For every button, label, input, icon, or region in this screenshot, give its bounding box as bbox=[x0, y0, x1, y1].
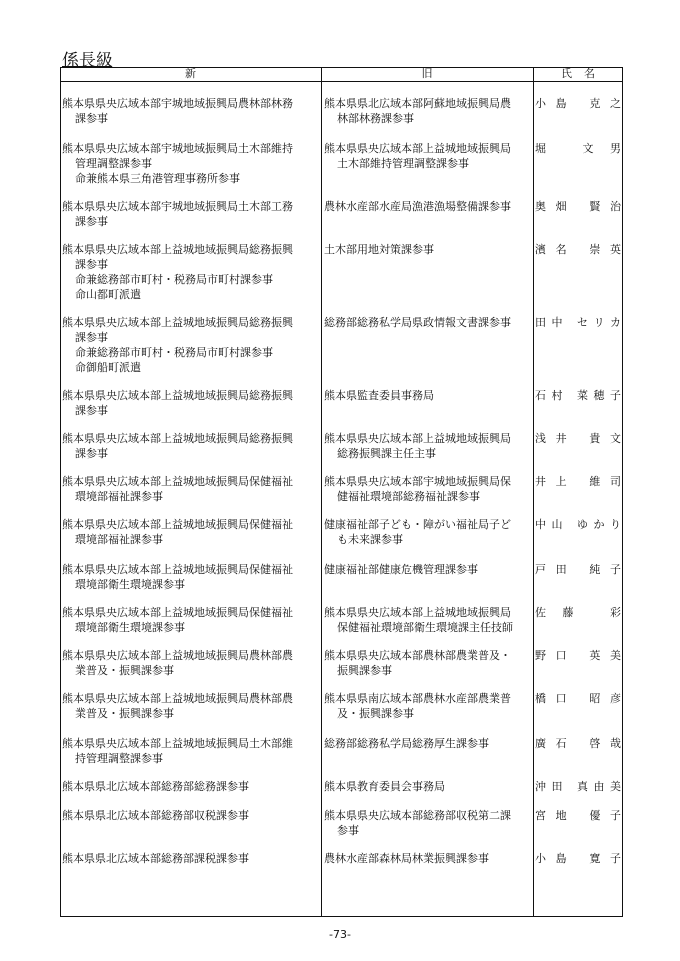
new-position-cell bbox=[62, 648, 319, 678]
new-position-cell-line: 課参事 bbox=[75, 331, 108, 344]
new-position-cell bbox=[62, 779, 319, 794]
new-position-cell-line: 熊本県県央広域本部上益城地域振興局総務振興 bbox=[62, 243, 293, 256]
person-name-cell: 石村 菜穂子 bbox=[535, 389, 621, 402]
new-position-cell-line: 熊本県県央広域本部上益城地域振興局総務振興 bbox=[62, 316, 293, 329]
new-position-cell-line: 命兼総務部市町村・税務局市町村課参事 bbox=[75, 346, 273, 359]
new-position-cell-line: 熊本県県央広域本部上益城地域振興局総務振興 bbox=[62, 389, 293, 402]
new-position-cell-line: 環境部福祉課参事 bbox=[75, 490, 163, 503]
old-position-cell-line: 熊本県県央広域本部上益城地域振興局 bbox=[324, 142, 511, 155]
person-name-cell: 奥畑 賢治 bbox=[535, 200, 621, 213]
new-position-cell bbox=[62, 388, 319, 418]
old-position-cell bbox=[324, 199, 529, 214]
old-position-cell bbox=[324, 562, 529, 577]
person-name-cell: 野口 英美 bbox=[535, 649, 621, 662]
old-position-cell bbox=[324, 388, 529, 403]
old-position-cell-line: 総務部総務私学局県政情報文書課参事 bbox=[324, 316, 511, 329]
old-position-cell-line: 熊本県教育委員会事務局 bbox=[324, 780, 445, 793]
new-position-cell bbox=[62, 517, 319, 547]
old-position-cell-line: 農林水産部水産局漁港漁場整備課参事 bbox=[324, 200, 511, 213]
new-position-cell-line: 熊本県県央広域本部宇城地域振興局土木部維持 bbox=[62, 142, 293, 155]
new-position-cell-line: 熊本県県央広域本部上益城地域振興局農林部農 bbox=[62, 692, 293, 705]
new-position-cell-line: 熊本県県央広域本部上益城地域振興局保健福祉 bbox=[62, 606, 293, 619]
new-position-cell-line: 命兼総務部市町村・税務局市町村課参事 bbox=[75, 273, 273, 286]
old-position-cell-line: 健福祉環境部総務福祉課参事 bbox=[337, 490, 480, 503]
new-position-cell bbox=[62, 315, 319, 375]
new-position-cell bbox=[62, 808, 319, 823]
person-name-cell: 沖田 真由美 bbox=[535, 780, 621, 793]
new-position-cell-line: 業普及・振興課参事 bbox=[75, 707, 174, 720]
new-position-cell-line: 熊本県県央広域本部上益城地域振興局保健福祉 bbox=[62, 563, 293, 576]
new-position-cell-line: 課参事 bbox=[75, 112, 108, 125]
page-number: -73- bbox=[329, 928, 351, 941]
new-position-cell-line: 熊本県県北広域本部総務部収税課参事 bbox=[62, 809, 249, 822]
header-old: 旧 bbox=[421, 67, 433, 80]
old-position-cell bbox=[324, 517, 529, 547]
old-position-cell bbox=[324, 315, 529, 330]
old-position-cell-line: 熊本県県央広域本部農林部農業普及・ bbox=[324, 649, 511, 662]
new-position-cell-line: 熊本県県央広域本部上益城地域振興局保健福祉 bbox=[62, 518, 293, 531]
header-new: 新 bbox=[185, 67, 196, 80]
new-position-cell-line: 熊本県県央広域本部上益城地域振興局農林部農 bbox=[62, 649, 293, 662]
new-position-cell-line: 熊本県県北広域本部総務部総務課参事 bbox=[62, 780, 249, 793]
new-position-cell bbox=[62, 691, 319, 721]
new-position-cell bbox=[62, 474, 319, 504]
new-position-cell bbox=[62, 242, 319, 302]
new-position-cell-line: 熊本県県央広域本部宇城地域振興局農林部林務 bbox=[62, 97, 293, 110]
old-position-cell bbox=[324, 779, 529, 794]
person-name-cell: 堀 文男 bbox=[535, 142, 621, 155]
old-position-cell-line: 総務部総務私学局総務厚生課参事 bbox=[324, 737, 489, 750]
new-position-cell bbox=[62, 851, 319, 866]
person-name-cell: 井上 維司 bbox=[535, 475, 621, 488]
new-position-cell bbox=[62, 141, 319, 186]
new-position-cell-line: 課参事 bbox=[75, 447, 108, 460]
new-position-cell bbox=[62, 562, 319, 592]
new-position-cell-line: 熊本県県央広域本部上益城地域振興局総務振興 bbox=[62, 432, 293, 445]
old-position-cell-line: 農林水産部森林局林業振興課参事 bbox=[324, 852, 489, 865]
header-name: 氏名 bbox=[561, 67, 607, 80]
old-position-cell-line: 保健福祉環境部衛生環境課主任技師 bbox=[337, 621, 513, 634]
section-title: 係長級 bbox=[62, 51, 113, 71]
new-position-cell-line: 熊本県県央広域本部上益城地域振興局土木部維 bbox=[62, 737, 293, 750]
person-name-cell: 佐藤 彩 bbox=[535, 606, 621, 619]
old-position-cell bbox=[324, 96, 529, 126]
new-position-cell-line: 命山都町派遣 bbox=[75, 288, 141, 301]
old-position-cell-line: 熊本県監査委員事務局 bbox=[324, 389, 434, 402]
column-divider-old-name bbox=[533, 67, 534, 917]
old-position-cell-line: 熊本県県央広域本部上益城地域振興局 bbox=[324, 606, 511, 619]
old-position-cell bbox=[324, 736, 529, 751]
header-rule bbox=[60, 81, 623, 82]
new-position-cell-line: 課参事 bbox=[75, 215, 108, 228]
old-position-cell-line: 及・振興課参事 bbox=[337, 707, 414, 720]
old-position-cell-line: 健康福祉部子ども・障がい福祉局子ど bbox=[324, 518, 511, 531]
old-position-cell bbox=[324, 691, 529, 721]
new-position-cell-line: 管理調整課参事 bbox=[75, 157, 152, 170]
new-position-cell-line: 命兼熊本県三角港管理事務所参事 bbox=[75, 172, 240, 185]
person-name-cell: 田中 セリカ bbox=[535, 316, 621, 329]
old-position-cell-line: 熊本県県央広域本部上益城地域振興局 bbox=[324, 432, 511, 445]
old-position-cell bbox=[324, 851, 529, 866]
old-position-cell bbox=[324, 605, 529, 635]
new-position-cell-line: 熊本県県央広域本部宇城地域振興局土木部工務 bbox=[62, 200, 293, 213]
new-position-cell bbox=[62, 431, 319, 461]
new-position-cell bbox=[62, 199, 319, 229]
person-name-cell: 宮地 優子 bbox=[535, 809, 621, 822]
new-position-cell-line: 命御船町派遣 bbox=[75, 361, 141, 374]
old-position-cell-line: 土木部維持管理調整課参事 bbox=[337, 157, 469, 170]
old-position-cell-line: 参事 bbox=[337, 824, 359, 837]
new-position-cell-line: 課参事 bbox=[75, 258, 108, 271]
old-position-cell bbox=[324, 431, 529, 461]
person-name-cell: 濱名 崇英 bbox=[535, 243, 621, 256]
new-position-cell-line: 熊本県県央広域本部上益城地域振興局保健福祉 bbox=[62, 475, 293, 488]
old-position-cell bbox=[324, 242, 529, 257]
old-position-cell-line: 振興課参事 bbox=[337, 664, 392, 677]
old-position-cell-line: 健康福祉部健康危機管理課参事 bbox=[324, 563, 478, 576]
person-name-cell: 廣石 啓哉 bbox=[535, 737, 621, 750]
new-position-cell-line: 熊本県県北広域本部総務部課税課参事 bbox=[62, 852, 249, 865]
new-position-cell-line: 環境部福祉課参事 bbox=[75, 533, 163, 546]
new-position-cell-line: 課参事 bbox=[75, 404, 108, 417]
old-position-cell-line: 総務振興課主任主事 bbox=[337, 447, 436, 460]
old-position-cell-line: も未来課参事 bbox=[337, 533, 403, 546]
new-position-cell-line: 環境部衛生環境課参事 bbox=[75, 621, 185, 634]
person-name-cell: 橋口 昭彦 bbox=[535, 692, 621, 705]
old-position-cell bbox=[324, 474, 529, 504]
old-position-cell bbox=[324, 648, 529, 678]
new-position-cell bbox=[62, 736, 319, 766]
old-position-cell-line: 熊本県県央広域本部宇城地域振興局保 bbox=[324, 475, 511, 488]
old-position-cell-line: 熊本県県南広域本部農林水産部農業普 bbox=[324, 692, 511, 705]
person-name-cell: 小島 克之 bbox=[535, 97, 621, 110]
new-position-cell-line: 持管理調整課参事 bbox=[75, 752, 163, 765]
old-position-cell-line: 熊本県県央広域本部総務部収税第二課 bbox=[324, 809, 511, 822]
person-name-cell: 中山 ゆかり bbox=[535, 518, 621, 531]
old-position-cell-line: 林部林務課参事 bbox=[337, 112, 414, 125]
person-name-cell: 戸田 純子 bbox=[535, 563, 621, 576]
old-position-cell bbox=[324, 141, 529, 171]
person-name-cell: 小島 寛子 bbox=[535, 852, 621, 865]
new-position-cell-line: 環境部衛生環境課参事 bbox=[75, 578, 185, 591]
new-position-cell-line: 業普及・振興課参事 bbox=[75, 664, 174, 677]
person-name-cell: 浅井 貴文 bbox=[535, 432, 621, 445]
old-position-cell-line: 土木部用地対策課参事 bbox=[324, 243, 434, 256]
new-position-cell bbox=[62, 605, 319, 635]
old-position-cell bbox=[324, 808, 529, 838]
old-position-cell-line: 熊本県県北広域本部阿蘇地域振興局農 bbox=[324, 97, 511, 110]
column-divider-new-old bbox=[321, 67, 322, 917]
new-position-cell bbox=[62, 96, 319, 126]
